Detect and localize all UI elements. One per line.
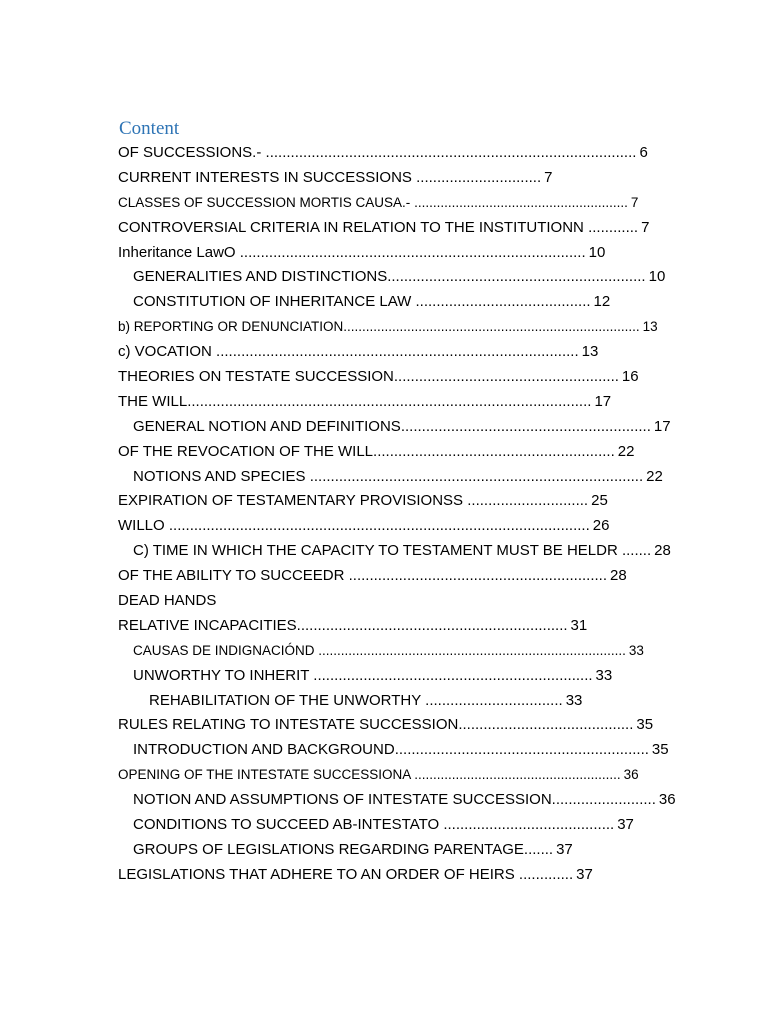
toc-entry-title: OF THE REVOCATION OF THE WILL [118, 442, 374, 460]
toc-entry-page-number: 28 [610, 567, 627, 585]
toc-entry-leader: ............................................................................... [343, 319, 640, 335]
toc-entry[interactable] [0, 465, 768, 490]
toc-entry-leader: ............................................................ [400, 417, 651, 435]
toc-entry-leader: ................................................................................................. [187, 392, 592, 410]
toc-entry-page-number [216, 592, 219, 609]
toc-entry[interactable] [0, 340, 768, 365]
toc-entry-page-number: 37 [556, 840, 573, 858]
toc-entry-leader: ............. [514, 865, 574, 883]
toc-entry-title: WILLO [118, 517, 165, 535]
toc-entry-page-number: 22 [617, 442, 635, 460]
toc-entry-leader: ...................................................... [393, 368, 619, 386]
toc-entry-title: c) VOCATION [118, 343, 212, 361]
toc-entry-title: GROUPS OF LEGISLATIONS REGARDING PARENTAGE [133, 840, 524, 858]
toc-entry-leader: ................................................................................... [235, 243, 586, 261]
toc-entry-title: REHABILITATION OF THE UNWORTHY [149, 691, 421, 709]
toc-entry-leader: ................................. [420, 691, 563, 709]
toc-entry-leader: ....... [523, 840, 554, 858]
toc-entry-page-number: 13 [642, 319, 658, 335]
toc-entry-leader: .......................................... [458, 716, 634, 734]
toc-entry-leader: ............ [583, 218, 639, 236]
toc-entry-title: CONSTITUTION OF INHERITANCE LAW [133, 293, 412, 311]
toc-entry[interactable] [0, 514, 768, 539]
toc-entry[interactable] [0, 689, 768, 714]
toc-entry-leader: .......................................... [411, 293, 591, 311]
toc-entry-page-number: 10 [648, 268, 666, 286]
toc-entry[interactable] [0, 813, 768, 838]
toc-entry-leader: ......................... [551, 791, 656, 809]
toc-entry-leader: .................................................................................. [314, 642, 626, 658]
toc-entry[interactable] [0, 639, 768, 664]
toc-entry-page-number: 7 [544, 168, 553, 186]
toc-entry-title: GENERALITIES AND DISTINCTIONS [133, 268, 388, 286]
toc-entry[interactable] [0, 564, 768, 589]
toc-entry-title: CONDITIONS TO SUCCEED AB-INTESTATO [133, 816, 440, 834]
toc-entry-title: C) TIME IN WHICH THE CAPACITY TO TESTAMENT MUST BE HELDR [133, 542, 618, 560]
toc-entry-page-number: 10 [588, 243, 606, 261]
toc-entry-page-number: 13 [581, 343, 599, 361]
toc-entry-title: LEGISLATIONS THAT ADHERE TO AN ORDER OF HEIRS [118, 865, 515, 883]
toc-entry-page-number: 37 [617, 816, 634, 834]
toc-entry-title: NOTIONS AND SPECIES [133, 467, 306, 485]
toc-entry-title: EXPIRATION OF TESTAMENTARY PROVISIONSS [118, 492, 464, 510]
toc-entry-leader: .............................. [411, 168, 542, 186]
toc-entry-title: OF SUCCESSIONS.- [118, 144, 262, 161]
toc-entry-page-number: 16 [621, 368, 639, 386]
toc-entry-leader: ....................................................................................... [211, 343, 579, 361]
toc-entry-title: b) REPORTING OR DENUNCIATION [118, 319, 344, 335]
toc-entry-page-number: 26 [592, 517, 610, 535]
toc-entry-title: OF THE ABILITY TO SUCCEEDR [118, 567, 345, 585]
toc-entry-title: CAUSAS DE INDIGNACIÓND [133, 642, 315, 658]
toc-entry-title: RULES RELATING TO INTESTATE SUCCESSION [118, 716, 459, 734]
toc-entry-page-number: 25 [591, 492, 608, 510]
toc-entry-title: DEAD HANDS [118, 592, 217, 610]
toc-entry-leader: .............................................................. [387, 268, 646, 286]
toc-entry-leader: ................................................................. [296, 616, 568, 634]
toc-entry-leader: ......................................... [439, 816, 615, 834]
toc-entry[interactable] [0, 241, 768, 266]
toc-entry-title: NOTION AND ASSUMPTIONS OF INTESTATE SUCCESSION [133, 791, 552, 809]
toc-entry-page-number: 35 [636, 716, 654, 734]
toc-entry-page-number: 33 [565, 691, 583, 709]
toc-entry-page-number: 36 [658, 791, 676, 809]
toc-entry-leader: ................................................................... [309, 666, 593, 684]
toc-entry[interactable] [0, 863, 768, 888]
toc-entry[interactable] [0, 664, 768, 689]
toc-entry[interactable] [0, 415, 768, 440]
toc-entry-leader: ..................................................................................................... [164, 517, 590, 535]
toc-entry-leader: ................................................................................ [305, 467, 644, 485]
toc-entry[interactable] [0, 614, 768, 639]
toc-entry[interactable] [0, 589, 768, 614]
toc-entry-leader: .............................................................. [344, 567, 608, 585]
toc-entry-leader: ......................................................... [410, 194, 628, 210]
toc-entry-title: OPENING OF THE INTESTATE SUCCESSIONA [118, 767, 411, 783]
toc-entry-page-number: 33 [628, 642, 644, 658]
toc-entry[interactable] [0, 738, 768, 763]
toc-entry-title: RELATIVE INCAPACITIES [118, 616, 297, 634]
toc-entry-page-number: 12 [593, 293, 611, 311]
toc-entry[interactable] [0, 838, 768, 863]
toc-entry[interactable] [0, 216, 768, 241]
toc-entry-leader: ............................. [463, 492, 589, 510]
toc-entry-title: THEORIES ON TESTATE SUCCESSION [118, 368, 394, 386]
toc-entry[interactable] [0, 763, 768, 788]
toc-entry-page-number: 17 [594, 392, 612, 410]
toc-entry[interactable] [0, 390, 768, 415]
toc-entry-leader: ....................................................... [410, 767, 621, 783]
toc-entry-leader: ......................................................................................... [261, 144, 637, 161]
toc-entry-page-number: 17 [653, 417, 671, 435]
toc-entry-title: CURRENT INTERESTS IN SUCCESSIONS [118, 168, 412, 186]
toc-entry-title: THE WILL [118, 392, 188, 410]
toc-list [0, 141, 768, 888]
toc-entry-title: GENERAL NOTION AND DEFINITIONS [133, 417, 401, 435]
toc-entry[interactable] [0, 265, 768, 290]
toc-entry[interactable] [0, 141, 768, 166]
toc-entry[interactable] [0, 290, 768, 315]
toc-entry[interactable] [0, 365, 768, 390]
toc-entry-page-number: 22 [646, 467, 663, 485]
toc-entry-title: CLASSES OF SUCCESSION MORTIS CAUSA.- [118, 194, 411, 210]
toc-heading: Content [119, 118, 180, 139]
toc-entry-page-number: 37 [576, 865, 593, 883]
toc-entry-leader: ....... [617, 542, 652, 560]
toc-entry-page-number: 6 [639, 144, 648, 161]
toc-entry-leader: .......................................................... [373, 442, 615, 460]
toc-entry[interactable] [0, 315, 768, 340]
toc-entry[interactable] [0, 788, 768, 813]
toc-entry-page-number: 7 [630, 194, 639, 210]
toc-entry[interactable] [0, 489, 768, 514]
toc-entry[interactable] [0, 440, 768, 465]
toc-entry-leader: ............................................................. [394, 741, 649, 759]
toc-entry-page-number: 35 [651, 741, 669, 759]
toc-entry-title: Inheritance LawO [118, 243, 236, 261]
toc-entry-page-number: 31 [570, 616, 588, 634]
toc-entry[interactable] [0, 713, 768, 738]
toc-entry-title: INTRODUCTION AND BACKGROUND [133, 741, 395, 759]
toc-entry[interactable] [0, 166, 768, 191]
toc-entry-page-number: 36 [623, 767, 639, 783]
toc-entry-page-number: 7 [641, 218, 650, 236]
toc-entry[interactable] [0, 191, 768, 216]
toc-entry-title: CONTROVERSIAL CRITERIA IN RELATION TO THE INSTITUTIONN [118, 218, 584, 236]
toc-entry-page-number: 28 [654, 542, 671, 560]
toc-entry[interactable] [0, 539, 768, 564]
toc-entry-title: UNWORTHY TO INHERIT [133, 666, 310, 684]
toc-entry-page-number: 33 [595, 666, 613, 684]
